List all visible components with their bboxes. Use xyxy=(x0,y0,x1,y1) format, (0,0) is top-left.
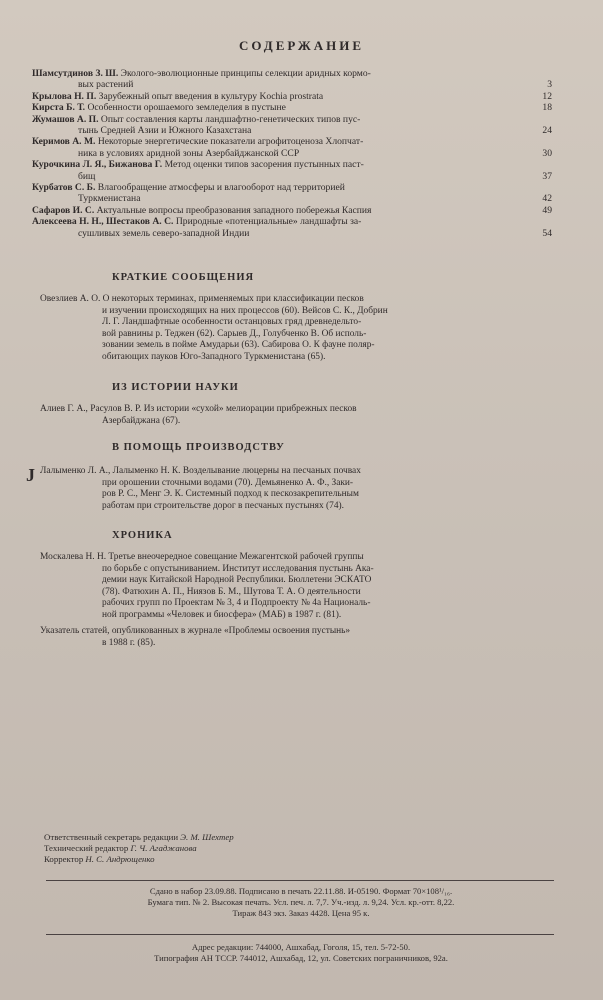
print-imprint xyxy=(46,886,556,919)
chronicle-line: рабочих групп по Проектам № 3, 4 и Подпроекту № 4а Националь- xyxy=(102,598,371,608)
section-heading-history: ИЗ ИСТОРИИ НАУКИ xyxy=(112,382,239,393)
toc-author: Курбатов С. Б. xyxy=(32,182,96,194)
editorial-staff xyxy=(44,832,234,865)
toc-title: Влагообращение атмосферы и влагооборот над территорией xyxy=(97,182,345,194)
toc-author: Курочкина Л. Я., Бижанова Г. xyxy=(32,159,163,171)
brief-line: Л. Г. Ландшафтные особенности останцовых гряд древнедельто- xyxy=(102,317,362,327)
toc-entry xyxy=(32,68,552,91)
imprint-line: Бумага тип. № 2. Высокая печать. Усл. печ. л. 7,7. Уч.-изд. л. 9,24. Усл. кр.-отт. 8,22. xyxy=(147,897,455,907)
production-entries xyxy=(40,466,558,512)
section-heading-production: В ПОМОЩЬ ПРОИЗВОДСТВУ xyxy=(112,442,285,453)
history-line: Азербайджана (67). xyxy=(102,415,181,426)
toc-title: Особенности орошаемого земледелия в пустыне xyxy=(87,102,286,114)
index-line: Указатель статей, опубликованных в журнале «Проблемы освоения пустынь» xyxy=(40,626,351,636)
toc-page-number: 24 xyxy=(542,125,552,137)
toc-author: Крылова Н. П. xyxy=(32,90,97,102)
staff-line xyxy=(44,854,234,865)
toc-title: Актуальные вопросы преобразования западного побережья Каспия xyxy=(96,204,372,216)
production-line: ров Р. С., Менг Э. К. Системный подход к пескозакрепительным xyxy=(102,489,359,499)
brief-line: и изучении происходящих на них процессов (60). Вейсов С. К., Добрин xyxy=(102,305,388,316)
staff-role: Технический редактор xyxy=(44,843,129,853)
toc-title: Зарубежный опыт введения в культуру Kochia prostrata xyxy=(98,90,324,102)
toc-title: Метод оценки типов засорения пустынных паст- xyxy=(164,159,364,171)
index-entry xyxy=(40,626,558,649)
toc-page-number: 54 xyxy=(542,227,552,239)
divider xyxy=(46,934,554,935)
toc-title-continued: ника в условиях аридной зоны Азербайджанской ССР xyxy=(78,147,300,159)
staff-role: Корректор xyxy=(44,854,84,864)
toc-entry xyxy=(32,102,552,113)
toc-title-continued: тынь Средней Азии и Южного Казахстана xyxy=(78,125,252,137)
address-line: Адрес редакции: 744000, Ашхабад, Гоголя, 15, тел. 5-72-50. xyxy=(191,942,411,952)
toc-entry xyxy=(32,216,552,239)
brief-line: вой равнины р. Теджен (62). Сарыев Д., Голубченко В. Об исполь- xyxy=(102,328,367,339)
toc-page-number: 49 xyxy=(542,204,552,216)
toc-author: Сафаров И. С. xyxy=(32,204,95,216)
imprint-line: Тираж 843 экз. Заказ 4428. Цена 95 к. xyxy=(232,908,370,918)
toc-author: Алексеева Н. Н., Шестаков А. С. xyxy=(32,216,174,228)
table-of-contents xyxy=(32,68,552,239)
toc-title: Опыт составления карты ландшафтно-генетических типов пус- xyxy=(100,113,361,125)
toc-page-number: 3 xyxy=(547,79,552,91)
page-title: СОДЕРЖАНИЕ xyxy=(238,38,365,53)
divider xyxy=(46,880,554,881)
address-block xyxy=(46,942,556,964)
brief-line: обитающих пауков Юго-Западного Туркменистана (65). xyxy=(102,351,326,362)
toc-author: Кирста Б. Т. xyxy=(32,102,86,114)
imprint-line: Сдано в набор 23.09.88. Подписано в печать 22.11.88. И-05190. Формат 70×108¹/₁₆. xyxy=(149,886,453,896)
staff-line xyxy=(44,832,234,843)
toc-title: Некоторые энергетические показатели агрофитоценоза Хлопчат- xyxy=(97,136,364,148)
chronicle-entries xyxy=(40,552,558,621)
brief-messages xyxy=(40,294,558,363)
toc-entry xyxy=(32,114,552,137)
toc-page-number: 12 xyxy=(542,90,552,102)
toc-author: Керимов А. М. xyxy=(32,136,96,148)
toc-entry xyxy=(32,182,552,205)
chronicle-line: ной программы «Человек и биосфера» (МАБ) в 1987 г. (81). xyxy=(102,609,342,620)
staff-line xyxy=(44,843,234,854)
toc-page-number: 30 xyxy=(542,147,552,159)
toc-title-continued: вых растений xyxy=(78,79,134,91)
production-line: работам при строительстве дорог в песчаных пустынях (74). xyxy=(102,500,344,511)
toc-title: Природные «потенциальные» ландшафты за- xyxy=(175,216,362,228)
toc-entry xyxy=(32,205,552,216)
section-heading-brief: КРАТКИЕ СООБЩЕНИЯ xyxy=(112,272,255,283)
section-heading-chronicle: ХРОНИКА xyxy=(112,530,173,541)
history-entries xyxy=(40,404,558,427)
production-line: Лалыменко Л. А., Лалыменко Н. К. Возделывание люцерны на песчаных почвах xyxy=(40,466,361,476)
staff-name: Э. М. Шехтер xyxy=(180,832,234,842)
staff-name: Н. С. Андрющенко xyxy=(85,854,155,864)
chronicle-line: демии наук Китайской Народной Республики. Бюллетени ЭСКАТО xyxy=(102,575,372,585)
toc-title-continued: сушливых земель северо-западной Индии xyxy=(78,227,250,239)
handwritten-mark: J xyxy=(26,465,35,485)
production-line: при орошении сточными водами (70). Демьяненко А. Ф., Заки- xyxy=(102,477,354,488)
toc-entry xyxy=(32,159,552,182)
history-line: Алиев Г. А., Расулов В. Р. Из истории «сухой» мелиорации прибрежных песков xyxy=(40,404,357,414)
brief-line: зовании земель в пойме Амударьи (63). Сабирова О. К фауне поляр- xyxy=(102,340,375,350)
toc-entry xyxy=(32,91,552,102)
chronicle-line: по борьбе с опустыниванием. Институт исследования пустынь Ака- xyxy=(102,563,374,574)
chronicle-line: (78). Фатюхин А. П., Ниязов Б. М., Шутова Т. А. О деятельности xyxy=(102,586,361,597)
staff-name: Г. Ч. Агаджанова xyxy=(130,843,197,853)
index-line: в 1988 г. (85). xyxy=(102,637,156,648)
toc-author: Шамсутдинов З. Ш. xyxy=(32,68,119,79)
toc-author: Жумашов А. П. xyxy=(32,113,99,125)
staff-role: Ответственный секретарь редакции xyxy=(44,832,179,842)
toc-page-number: 18 xyxy=(542,102,552,114)
toc-title-continued: бищ xyxy=(78,170,96,182)
address-line: Типография АН ТССР. 744012, Ашхабад, 12, ул. Советских пограничников, 92а. xyxy=(154,953,448,963)
brief-line: Овезлиев А. О. О некоторых терминах, применяемых при классификации песков xyxy=(40,294,364,304)
toc-page-number: 37 xyxy=(542,170,552,182)
toc-title: Эколого-эволюционные принципы селекции аридных кормо- xyxy=(120,68,371,79)
toc-page-number: 42 xyxy=(542,193,552,205)
toc-entry xyxy=(32,136,552,159)
toc-title-continued: Туркменистана xyxy=(78,193,141,205)
chronicle-line: Москалева Н. Н. Третье внеочередное совещание Межагентской рабочей группы xyxy=(40,552,364,562)
